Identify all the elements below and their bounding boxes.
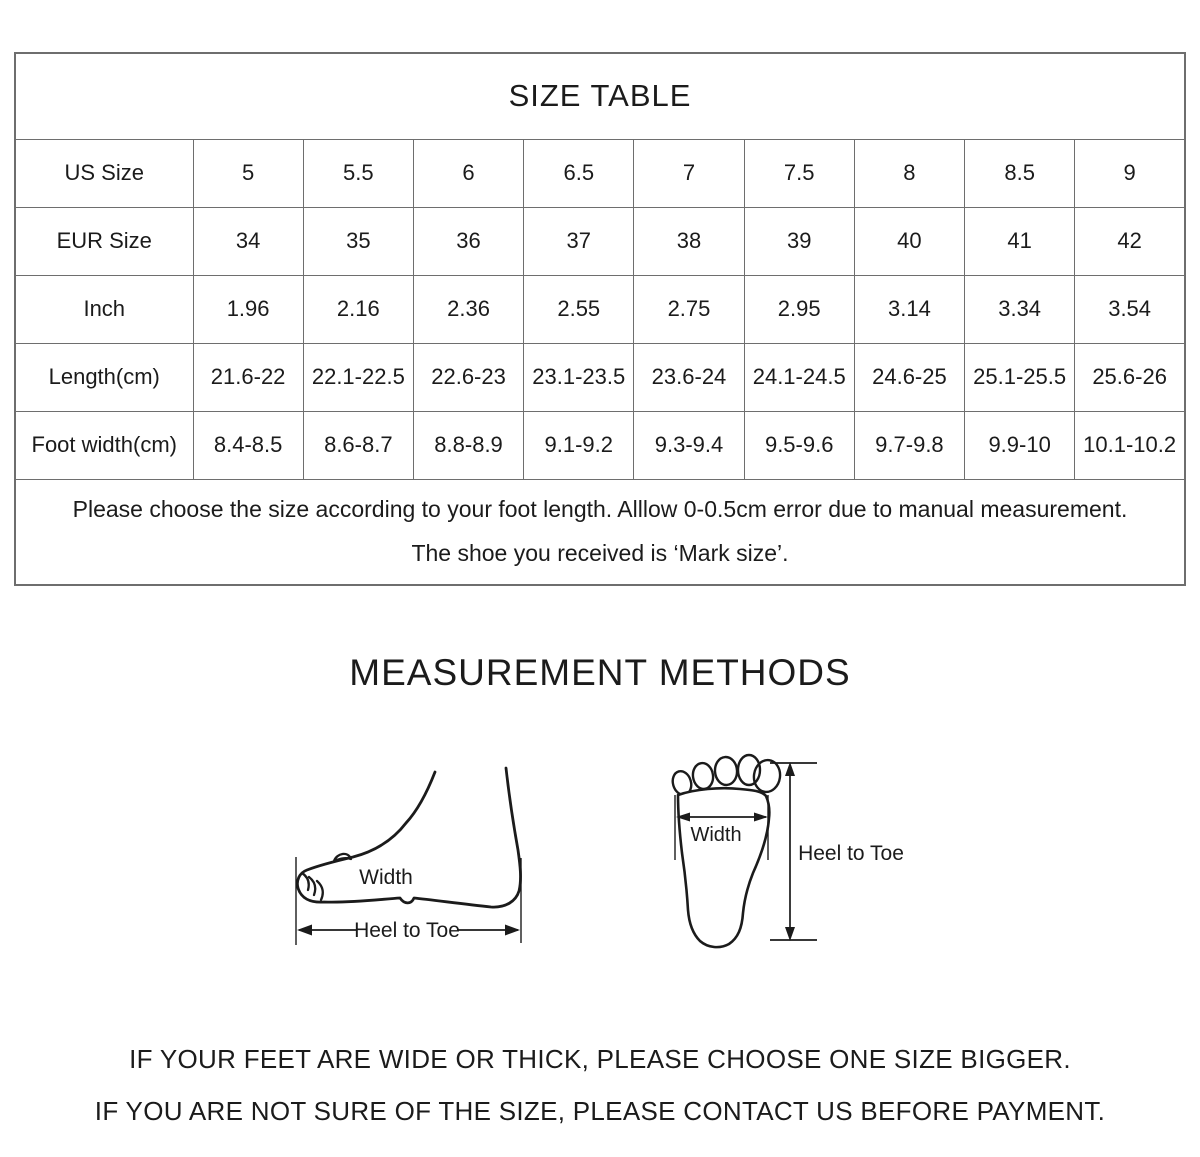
row-label: US Size bbox=[15, 139, 193, 207]
arrow-down-icon bbox=[785, 927, 795, 941]
size-cell: 21.6-22 bbox=[193, 343, 303, 411]
size-note bbox=[15, 479, 1185, 585]
size-cell: 42 bbox=[1075, 207, 1185, 275]
size-cell: 5 bbox=[193, 139, 303, 207]
size-cell: 37 bbox=[524, 207, 634, 275]
size-cell: 8 bbox=[854, 139, 964, 207]
side-heel-to-toe-label: Heel to Toe bbox=[354, 919, 460, 942]
row-label: Length(cm) bbox=[15, 343, 193, 411]
size-cell: 8.8-8.9 bbox=[413, 411, 523, 479]
size-table-row-eur bbox=[15, 207, 1185, 275]
size-cell: 9.7-9.8 bbox=[854, 411, 964, 479]
measurement-methods-heading: MEASUREMENT METHODS bbox=[349, 652, 851, 693]
size-cell: 7.5 bbox=[744, 139, 854, 207]
size-cell: 9 bbox=[1075, 139, 1185, 207]
size-cell: 36 bbox=[413, 207, 523, 275]
size-table-title: SIZE TABLE bbox=[15, 53, 1185, 139]
size-note-line1: Please choose the size according to your foot length. Alllow 0-0.5cm error due to manual measurement. bbox=[72, 496, 1128, 523]
size-cell: 8.6-8.7 bbox=[303, 411, 413, 479]
foot-sole-diagram bbox=[640, 738, 960, 988]
size-cell: 3.54 bbox=[1075, 275, 1185, 343]
size-cell: 38 bbox=[634, 207, 744, 275]
size-cell: 23.1-23.5 bbox=[524, 343, 634, 411]
size-cell: 6.5 bbox=[524, 139, 634, 207]
size-cell: 3.14 bbox=[854, 275, 964, 343]
foot-side-view-diagram bbox=[278, 740, 560, 975]
size-cell: 10.1-10.2 bbox=[1075, 411, 1185, 479]
size-cell: 23.6-24 bbox=[634, 343, 744, 411]
size-cell: 8.5 bbox=[965, 139, 1075, 207]
size-table-row-length bbox=[15, 343, 1185, 411]
sole-width-label: Width bbox=[690, 824, 742, 846]
row-label: EUR Size bbox=[15, 207, 193, 275]
size-cell: 22.1-22.5 bbox=[303, 343, 413, 411]
size-cell: 3.34 bbox=[965, 275, 1075, 343]
sole-heel-to-toe-label: Heel to Toe bbox=[798, 842, 904, 865]
size-cell: 22.6-23 bbox=[413, 343, 523, 411]
row-label: Foot width(cm) bbox=[15, 411, 193, 479]
size-cell: 24.6-25 bbox=[854, 343, 964, 411]
arrow-right-icon bbox=[505, 925, 520, 936]
size-cell: 2.75 bbox=[634, 275, 744, 343]
size-cell: 5.5 bbox=[303, 139, 413, 207]
size-table-note-row bbox=[15, 479, 1185, 585]
arrow-up-icon bbox=[785, 762, 795, 776]
size-table-title-row bbox=[15, 53, 1185, 139]
size-table-row-inch bbox=[15, 275, 1185, 343]
size-cell: 40 bbox=[854, 207, 964, 275]
sole-outline bbox=[678, 788, 769, 947]
footer-note-wide-feet: IF YOUR FEET ARE WIDE OR THICK, PLEASE CHOOSE ONE SIZE BIGGER. bbox=[129, 1044, 1071, 1074]
size-cell: 34 bbox=[193, 207, 303, 275]
size-cell: 9.5-9.6 bbox=[744, 411, 854, 479]
arrow-left-icon bbox=[297, 925, 312, 936]
size-cell: 25.6-26 bbox=[1075, 343, 1185, 411]
size-table-row-footwidth bbox=[15, 411, 1185, 479]
size-cell: 9.9-10 bbox=[965, 411, 1075, 479]
size-cell: 6 bbox=[413, 139, 523, 207]
size-cell: 41 bbox=[965, 207, 1075, 275]
size-table-row-us bbox=[15, 139, 1185, 207]
size-cell: 35 bbox=[303, 207, 413, 275]
size-cell: 9.1-9.2 bbox=[524, 411, 634, 479]
row-label: Inch bbox=[15, 275, 193, 343]
size-cell: 2.55 bbox=[524, 275, 634, 343]
size-cell: 2.16 bbox=[303, 275, 413, 343]
size-cell: 1.96 bbox=[193, 275, 303, 343]
size-cell: 9.3-9.4 bbox=[634, 411, 744, 479]
footer-note-contact: IF YOU ARE NOT SURE OF THE SIZE, PLEASE CONTACT US BEFORE PAYMENT. bbox=[94, 1096, 1106, 1126]
size-cell: 2.95 bbox=[744, 275, 854, 343]
side-width-label: Width bbox=[359, 866, 413, 889]
size-cell: 8.4-8.5 bbox=[193, 411, 303, 479]
size-cell: 39 bbox=[744, 207, 854, 275]
size-cell: 7 bbox=[634, 139, 744, 207]
size-note-line2: The shoe you received is ‘Mark size’. bbox=[411, 539, 789, 566]
size-cell: 2.36 bbox=[413, 275, 523, 343]
size-cell: 24.1-24.5 bbox=[744, 343, 854, 411]
toe-lines bbox=[302, 873, 323, 900]
size-table bbox=[14, 52, 1186, 586]
size-cell: 25.1-25.5 bbox=[965, 343, 1075, 411]
